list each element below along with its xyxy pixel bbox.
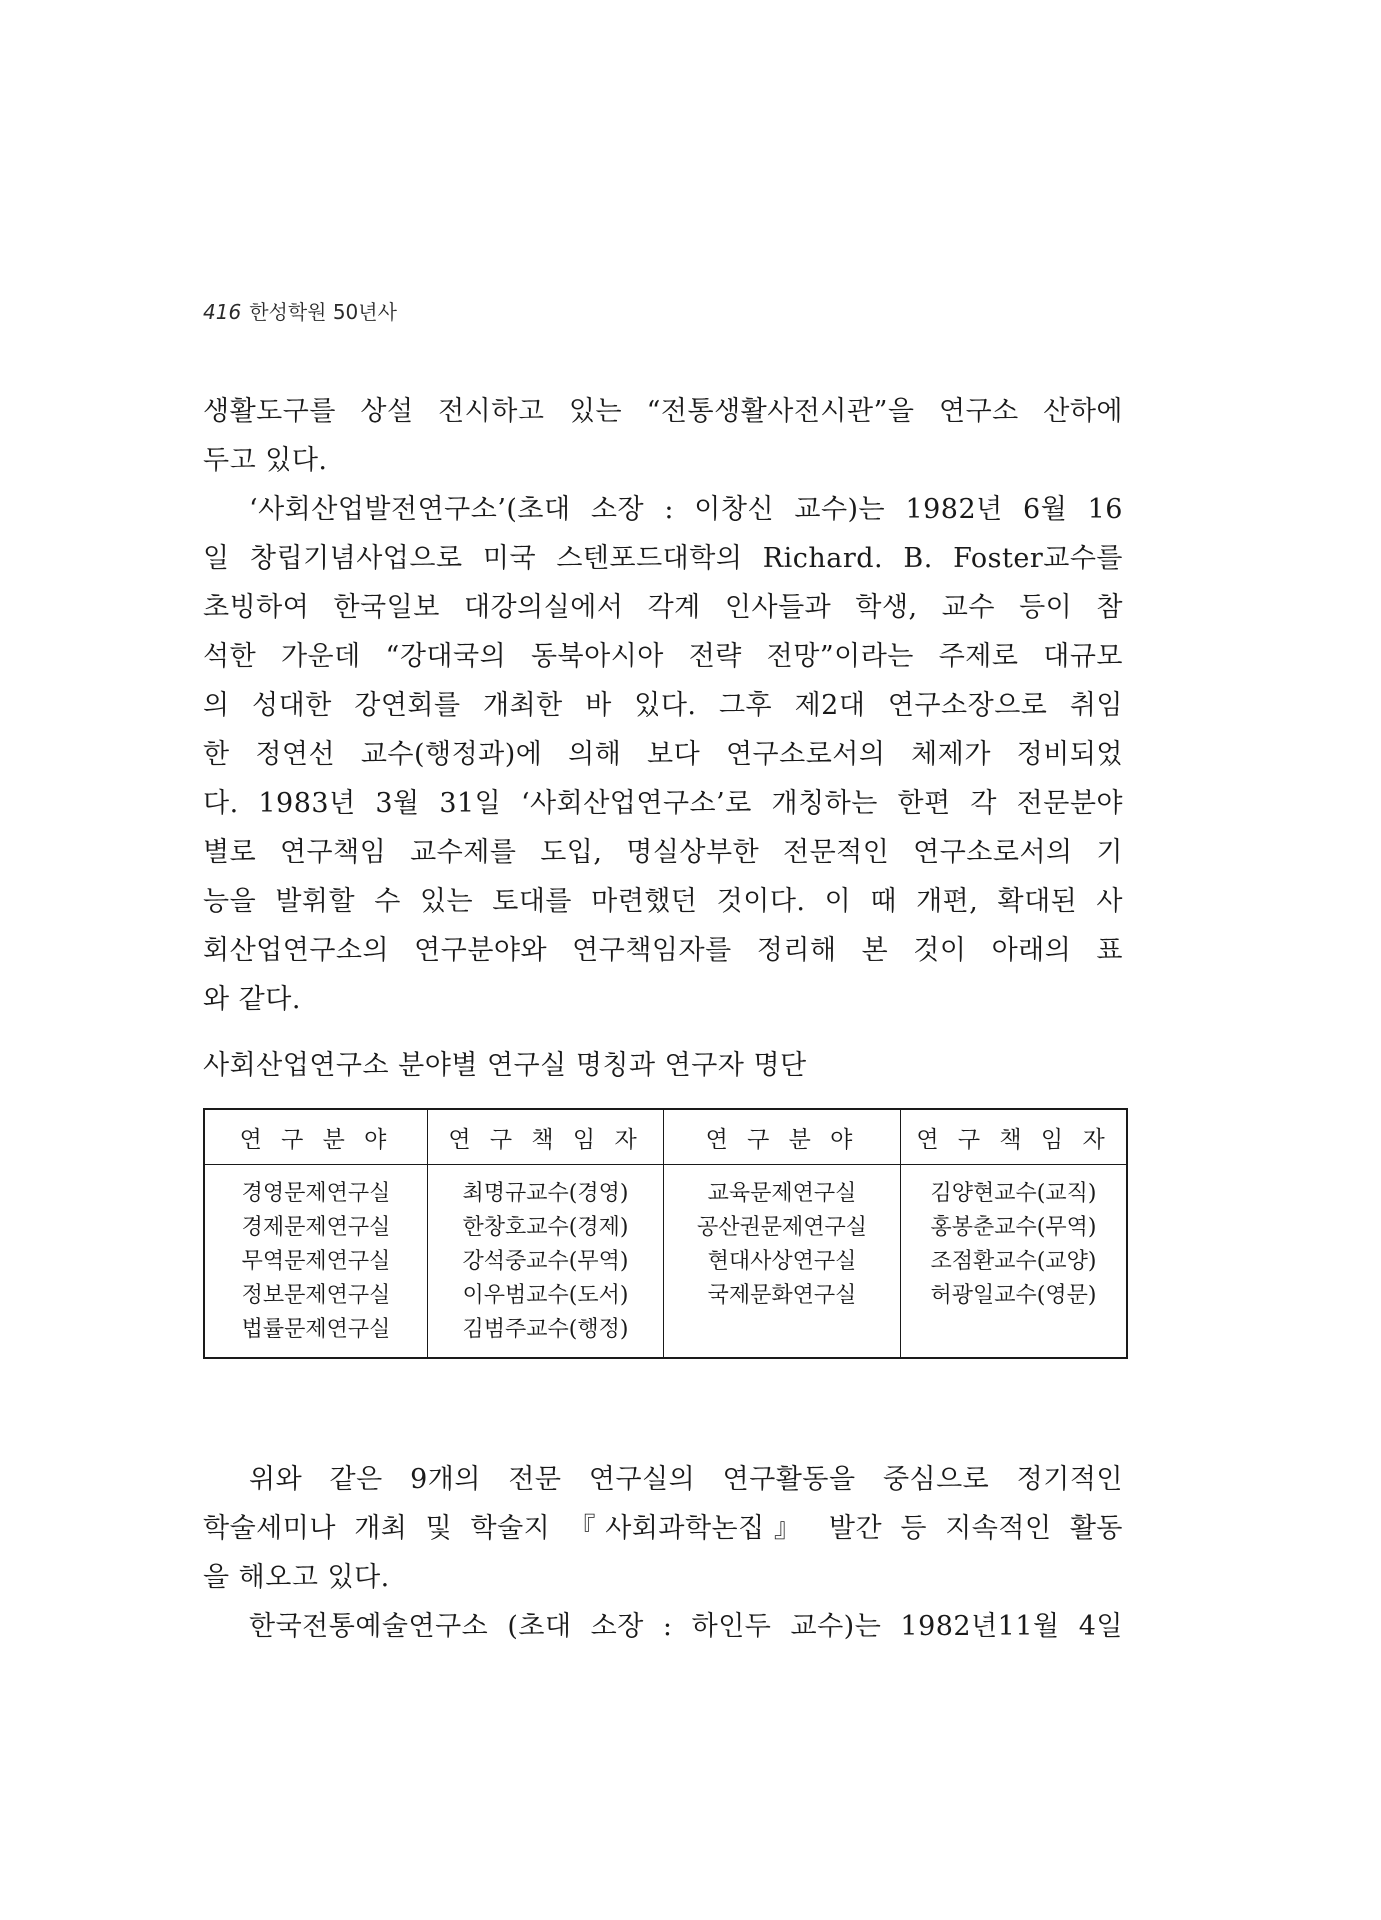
text-line: 회산업연구소의 연구분야와 연구책임자를 정리해 본 것이 아래의 표 <box>203 935 1123 966</box>
research-table <box>203 1108 1128 1359</box>
text-line: 별로 연구책임 교수제를 도입, 명실상부한 전문적인 연구소로서의 기 <box>203 837 1123 868</box>
researcher-column-1 <box>428 1165 664 1359</box>
paragraph-3 <box>203 1455 1123 1602</box>
text-line: 다. 1983년 3월 31일 ‘사회산업연구소’로 개칭하는 한편 각 전문분야 <box>203 788 1123 819</box>
table-cell: 이우범교수(도서) <box>462 1283 629 1308</box>
table-header-row <box>204 1109 1127 1165</box>
text-line: 석한 가운데 “강대국의 동북아시아 전략 전망”이라는 주제로 대규모 <box>203 641 1123 672</box>
text-line: ‘사회산업발전연구소’(초대 소장 : 이창신 교수)는 1982년 6월 16 <box>249 494 1123 525</box>
paragraph-2 <box>203 485 1123 1024</box>
table-cell: 정보문제연구실 <box>241 1283 391 1308</box>
text-line: 두고 있다. <box>203 445 328 476</box>
table-cell: 무역문제연구실 <box>241 1249 391 1274</box>
table-cell: 홍봉춘교수(무역) <box>930 1215 1097 1240</box>
text-line: 능을 발휘할 수 있는 토대를 마련했던 것이다. 이 때 개편, 확대된 사 <box>203 886 1123 917</box>
table-cell: 경제문제연구실 <box>241 1215 391 1240</box>
text-line: 학술세미나 개최 및 학술지 『사회과학논집』 발간 등 지속적인 활동 <box>203 1513 1123 1544</box>
book-title: 한성학원 50년사 <box>249 300 397 324</box>
text-line: 한국전통예술연구소 (초대 소장 : 하인두 교수)는 1982년11월 4일 <box>249 1611 1123 1642</box>
paragraph-1 <box>203 387 1123 485</box>
text-line: 을 해오고 있다. <box>203 1562 390 1593</box>
field-column-1 <box>204 1165 428 1359</box>
table-cell: 경영문제연구실 <box>241 1181 391 1206</box>
text-line: 위와 같은 9개의 전문 연구실의 연구활동을 중심으로 정기적인 <box>249 1464 1123 1495</box>
table-header-cell: 연 구 책 임 자 <box>901 1109 1128 1165</box>
table-cell: 국제문화연구실 <box>707 1283 857 1308</box>
table-header-cell: 연 구 분 야 <box>204 1109 428 1165</box>
text-line: 일 창립기념사업으로 미국 스텐포드대학의 Richard. B. Foster교수를 <box>203 543 1123 574</box>
table-cell: 법률문제연구실 <box>241 1317 391 1342</box>
table-cell: 한창호교수(경제) <box>462 1215 629 1240</box>
table-cell: 교육문제연구실 <box>707 1181 857 1206</box>
table-cell: 김범주교수(행정) <box>462 1317 629 1342</box>
text-line: 초빙하여 한국일보 대강의실에서 각계 인사들과 학생, 교수 등이 참 <box>203 592 1123 623</box>
table-cell: 최명규교수(경영) <box>462 1181 629 1206</box>
table-cell: 강석중교수(무역) <box>462 1249 629 1274</box>
text-line: 의 성대한 강연회를 개최한 바 있다. 그후 제2대 연구소장으로 취임 <box>203 690 1123 721</box>
table-cell: 조점환교수(교양) <box>930 1249 1097 1274</box>
table-header-cell: 연 구 분 야 <box>664 1109 901 1165</box>
body-text-bottom <box>203 1455 1123 1651</box>
running-header <box>203 296 397 325</box>
table-cell: 공산권문제연구실 <box>696 1215 868 1240</box>
table-cell: 김양현교수(교직) <box>930 1181 1097 1206</box>
page-number: 416 <box>203 300 242 324</box>
body-text-top <box>203 387 1123 1024</box>
researcher-column-2 <box>901 1165 1128 1359</box>
table-cell: 허광일교수(영문) <box>930 1283 1097 1308</box>
table-header-cell: 연 구 책 임 자 <box>428 1109 664 1165</box>
text-line: 생활도구를 상설 전시하고 있는 “전통생활사전시관”을 연구소 산하에 <box>203 396 1123 427</box>
text-line: 한 정연선 교수(행정과)에 의해 보다 연구소로서의 체제가 정비되었 <box>203 739 1123 770</box>
text-line: 와 같다. <box>203 984 301 1015</box>
paragraph-4 <box>203 1602 1123 1651</box>
table-cell: 현대사상연구실 <box>707 1249 857 1274</box>
field-column-2 <box>664 1165 901 1359</box>
table-row <box>204 1165 1127 1359</box>
table-title: 사회산업연구소 분야별 연구실 명칭과 연구자 명단 <box>203 1050 807 1081</box>
